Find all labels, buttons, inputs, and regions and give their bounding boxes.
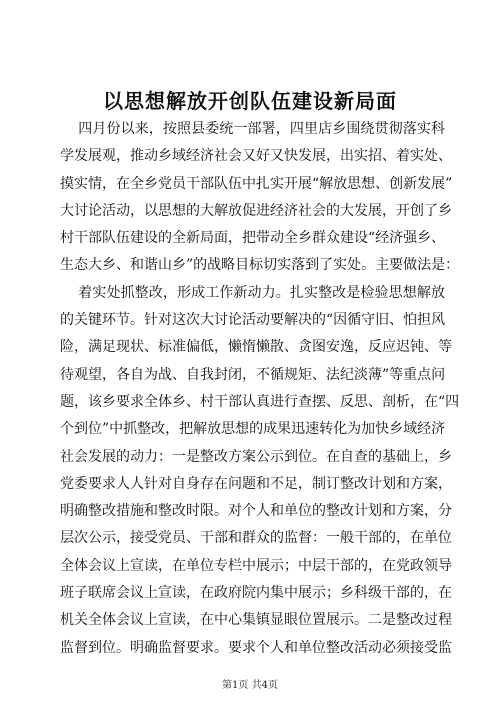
body-line: 生态大乡、和谐山乡”的战略目标切实落到了实处。主要做法是： [60,257,460,274]
body-line: 党委要求人人针对自身存在问题和不足，制订整改计划和方案， [60,475,452,492]
body-line: 个到位”中抓整改，把解放思想的成果迅速转化为加快乡域经济 [60,421,446,438]
body-line: 的关键环节。针对这次大讨论活动要解决的“因循守旧、怕担风 [60,312,446,329]
body-line: 险，满足现状、标准偏低，懒惰懒散、贪图安逸，反应迟钝、等 [60,339,452,356]
body-line: 大讨论活动，以思想的大解放促进经济社会的大发展，开创了乡 [60,202,452,219]
body-line: 班子联席会议上宣读，在政府院内集中展示；乡科级干部的，在 [60,585,452,602]
body-line: 层次公示，接受党员、干部和群众的监督：一般干部的，在单位 [60,530,452,547]
body-line: 全体会议上宣读，在单位专栏中展示；中层干部的，在党政领导 [60,557,452,574]
body-line: 村干部队伍建设的全新局面，把带动全乡群众建设“经济强乡、 [60,230,446,247]
body-line: 着实处抓整改，形成工作新动力。扎实整改是检验思想解放 [60,284,445,301]
page-number-footer: 第1页 共4页 [222,680,278,691]
body-line: 机关全体会议上宣读，在中心集镇显眼位置展示。二是整改过程 [60,612,452,629]
body-line: 四月份以来，按照县委统一部署，四里店乡围绕贯彻落实科 [60,121,445,137]
body-line: 社会发展的动力：一是整改方案公示到位。在自查的基础上，乡 [60,448,452,465]
body-line: 学发展观，推动乡域经济社会又好又快发展，出实招、着实处、 [60,148,452,165]
document-body [60,116,460,662]
body-line: 题，该乡要求全体乡、村干部认真进行查摆、反思、剖析，在“四 [60,393,460,410]
body-line: 监督到位。明确监督要求。要求个人和单位整改活动必须接受监 [60,639,452,656]
body-line: 明确整改措施和整改时限。对个人和单位的整改计划和方案，分 [60,503,452,520]
document-title: 以思想解放开创队伍建设新局面 [103,89,397,113]
body-line: 待观望，各自为战、自我封闭，不循规矩、法纪淡薄”等重点问 [60,366,446,383]
body-line: 摸实情，在全乡党员干部队伍中扎实开展“解放思想、创新发展” [60,175,453,192]
